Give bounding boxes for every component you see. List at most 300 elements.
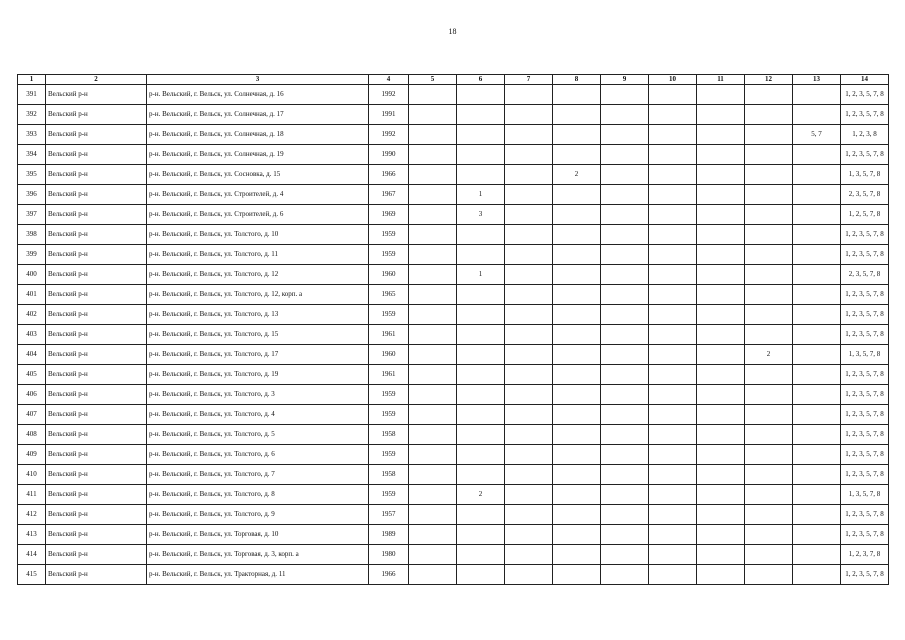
col13-cell: [793, 365, 841, 385]
year-cell: 1959: [369, 385, 409, 405]
col7-cell: [505, 545, 553, 565]
col11-cell: [697, 425, 745, 445]
column-header: 8: [553, 75, 601, 85]
col14-cell: 1, 2, 3, 5, 7, 8: [841, 285, 889, 305]
col5-cell: [409, 325, 457, 345]
col14-cell: 1, 2, 3, 5, 7, 8: [841, 525, 889, 545]
row-number: 408: [18, 425, 46, 445]
col13-cell: [793, 185, 841, 205]
address-cell: р-н. Вельский, г. Вельск, ул. Толстого, д. 17: [147, 345, 369, 365]
col14-cell: 1, 2, 3, 5, 7, 8: [841, 105, 889, 125]
col7-cell: [505, 225, 553, 245]
col6-cell: [457, 445, 505, 465]
col5-cell: [409, 105, 457, 125]
col6-cell: [457, 145, 505, 165]
col12-cell: [745, 505, 793, 525]
col6-cell: [457, 85, 505, 105]
col12-cell: 2: [745, 345, 793, 365]
address-cell: р-н. Вельский, г. Вельск, ул. Сосновка, д. 15: [147, 165, 369, 185]
col7-cell: [505, 305, 553, 325]
district-cell: Вельский р-н: [46, 365, 147, 385]
col11-cell: [697, 505, 745, 525]
col12-cell: [745, 245, 793, 265]
col8-cell: [553, 285, 601, 305]
col10-cell: [649, 545, 697, 565]
col5-cell: [409, 305, 457, 325]
year-cell: 1959: [369, 245, 409, 265]
col11-cell: [697, 325, 745, 345]
col13-cell: [793, 565, 841, 585]
col8-cell: [553, 265, 601, 285]
district-cell: Вельский р-н: [46, 345, 147, 365]
table-row: [18, 145, 889, 165]
col14-cell: 1, 2, 3, 5, 7, 8: [841, 225, 889, 245]
col5-cell: [409, 345, 457, 365]
row-number: 402: [18, 305, 46, 325]
col6-cell: [457, 345, 505, 365]
col11-cell: [697, 125, 745, 145]
col8-cell: [553, 85, 601, 105]
column-header: 6: [457, 75, 505, 85]
district-cell: Вельский р-н: [46, 465, 147, 485]
col12-cell: [745, 305, 793, 325]
address-cell: р-н. Вельский, г. Вельск, ул. Толстого, д. 6: [147, 445, 369, 465]
col10-cell: [649, 205, 697, 225]
column-header: 1: [18, 75, 46, 85]
column-header: 3: [147, 75, 369, 85]
year-cell: 1959: [369, 305, 409, 325]
row-number: 401: [18, 285, 46, 305]
col12-cell: [745, 285, 793, 305]
col9-cell: [601, 565, 649, 585]
col5-cell: [409, 285, 457, 305]
address-cell: р-н. Вельский, г. Вельск, ул. Толстого, д. 12: [147, 265, 369, 285]
col13-cell: [793, 545, 841, 565]
col11-cell: [697, 545, 745, 565]
col8-cell: [553, 505, 601, 525]
row-number: 410: [18, 465, 46, 485]
year-cell: 1967: [369, 185, 409, 205]
col10-cell: [649, 485, 697, 505]
address-cell: р-н. Вельский, г. Вельск, ул. Торговая, д. 3, корп. а: [147, 545, 369, 565]
col13-cell: 5, 7: [793, 125, 841, 145]
col6-cell: 1: [457, 265, 505, 285]
address-cell: р-н. Вельский, г. Вельск, ул. Толстого, д. 10: [147, 225, 369, 245]
col14-cell: 1, 2, 3, 5, 7, 8: [841, 365, 889, 385]
table-row: [18, 225, 889, 245]
year-cell: 1960: [369, 265, 409, 285]
table-row: [18, 285, 889, 305]
year-cell: 1965: [369, 285, 409, 305]
col12-cell: [745, 405, 793, 425]
col6-cell: [457, 505, 505, 525]
col8-cell: [553, 325, 601, 345]
col11-cell: [697, 185, 745, 205]
year-cell: 1958: [369, 425, 409, 445]
year-cell: 1959: [369, 225, 409, 245]
col14-cell: 1, 2, 3, 5, 7, 8: [841, 85, 889, 105]
district-cell: Вельский р-н: [46, 205, 147, 225]
col9-cell: [601, 125, 649, 145]
row-number: 399: [18, 245, 46, 265]
column-header: 11: [697, 75, 745, 85]
col11-cell: [697, 265, 745, 285]
row-number: 403: [18, 325, 46, 345]
district-cell: Вельский р-н: [46, 485, 147, 505]
page-number: 18: [448, 27, 457, 36]
table-row: [18, 125, 889, 145]
col7-cell: [505, 365, 553, 385]
col11-cell: [697, 165, 745, 185]
col5-cell: [409, 265, 457, 285]
address-cell: р-н. Вельский, г. Вельск, ул. Толстого, д. 3: [147, 385, 369, 405]
table-body: [18, 85, 889, 585]
col9-cell: [601, 105, 649, 125]
col11-cell: [697, 485, 745, 505]
col9-cell: [601, 525, 649, 545]
col7-cell: [505, 345, 553, 365]
column-header: 10: [649, 75, 697, 85]
year-cell: 1966: [369, 565, 409, 585]
col9-cell: [601, 545, 649, 565]
col14-cell: 1, 2, 3, 7, 8: [841, 545, 889, 565]
district-cell: Вельский р-н: [46, 285, 147, 305]
col10-cell: [649, 185, 697, 205]
row-number: 412: [18, 505, 46, 525]
district-cell: Вельский р-н: [46, 405, 147, 425]
row-number: 413: [18, 525, 46, 545]
col11-cell: [697, 245, 745, 265]
col7-cell: [505, 385, 553, 405]
col14-cell: 2, 3, 5, 7, 8: [841, 185, 889, 205]
column-header: 5: [409, 75, 457, 85]
district-cell: Вельский р-н: [46, 265, 147, 285]
col6-cell: [457, 305, 505, 325]
col10-cell: [649, 565, 697, 585]
col13-cell: [793, 145, 841, 165]
table-row: [18, 465, 889, 485]
table-row: [18, 485, 889, 505]
col6-cell: [457, 325, 505, 345]
address-cell: р-н. Вельский, г. Вельск, ул. Торговая, д. 10: [147, 525, 369, 545]
table-row: [18, 525, 889, 545]
year-cell: 1959: [369, 485, 409, 505]
table-row: [18, 345, 889, 365]
table-row: [18, 365, 889, 385]
year-cell: 1957: [369, 505, 409, 525]
column-header: 13: [793, 75, 841, 85]
column-header: 14: [841, 75, 889, 85]
col9-cell: [601, 485, 649, 505]
col6-cell: [457, 425, 505, 445]
col10-cell: [649, 465, 697, 485]
col10-cell: [649, 445, 697, 465]
col5-cell: [409, 445, 457, 465]
row-number: 400: [18, 265, 46, 285]
col7-cell: [505, 445, 553, 465]
year-cell: 1961: [369, 325, 409, 345]
row-number: 409: [18, 445, 46, 465]
col9-cell: [601, 145, 649, 165]
col14-cell: 1, 2, 3, 5, 7, 8: [841, 245, 889, 265]
col14-cell: 1, 2, 5, 7, 8: [841, 205, 889, 225]
address-cell: р-н. Вельский, г. Вельск, ул. Строителей, д. 6: [147, 205, 369, 225]
district-cell: Вельский р-н: [46, 165, 147, 185]
table-row: [18, 505, 889, 525]
row-number: 407: [18, 405, 46, 425]
col9-cell: [601, 505, 649, 525]
district-cell: Вельский р-н: [46, 445, 147, 465]
col12-cell: [745, 325, 793, 345]
column-header: 12: [745, 75, 793, 85]
col9-cell: [601, 385, 649, 405]
district-cell: Вельский р-н: [46, 125, 147, 145]
col6-cell: [457, 565, 505, 585]
col5-cell: [409, 365, 457, 385]
district-cell: Вельский р-н: [46, 185, 147, 205]
year-cell: 1959: [369, 445, 409, 465]
col11-cell: [697, 85, 745, 105]
col12-cell: [745, 165, 793, 185]
col7-cell: [505, 565, 553, 585]
col13-cell: [793, 105, 841, 125]
col10-cell: [649, 385, 697, 405]
address-cell: р-н. Вельский, г. Вельск, ул. Тракторная, д. 11: [147, 565, 369, 585]
address-cell: р-н. Вельский, г. Вельск, ул. Солнечная, д. 17: [147, 105, 369, 125]
col14-cell: 1, 3, 5, 7, 8: [841, 165, 889, 185]
col13-cell: [793, 225, 841, 245]
col5-cell: [409, 385, 457, 405]
col13-cell: [793, 245, 841, 265]
col8-cell: [553, 545, 601, 565]
column-header: 7: [505, 75, 553, 85]
district-cell: Вельский р-н: [46, 245, 147, 265]
col14-cell: 1, 2, 3, 5, 7, 8: [841, 425, 889, 445]
col13-cell: [793, 425, 841, 445]
col5-cell: [409, 205, 457, 225]
column-header: 4: [369, 75, 409, 85]
col8-cell: [553, 565, 601, 585]
col7-cell: [505, 125, 553, 145]
col13-cell: [793, 385, 841, 405]
col14-cell: 1, 2, 3, 5, 7, 8: [841, 405, 889, 425]
district-cell: Вельский р-н: [46, 385, 147, 405]
col5-cell: [409, 245, 457, 265]
table-row: [18, 245, 889, 265]
col6-cell: [457, 465, 505, 485]
row-number: 405: [18, 365, 46, 385]
row-number: 394: [18, 145, 46, 165]
table-row: [18, 305, 889, 325]
col6-cell: 3: [457, 205, 505, 225]
col13-cell: [793, 445, 841, 465]
col5-cell: [409, 545, 457, 565]
col6-cell: [457, 245, 505, 265]
address-cell: р-н. Вельский, г. Вельск, ул. Толстого, д. 4: [147, 405, 369, 425]
col12-cell: [745, 145, 793, 165]
district-cell: Вельский р-н: [46, 85, 147, 105]
col8-cell: [553, 305, 601, 325]
col8-cell: [553, 185, 601, 205]
row-number: 396: [18, 185, 46, 205]
year-cell: 1992: [369, 125, 409, 145]
col8-cell: [553, 145, 601, 165]
table-row: [18, 385, 889, 405]
col14-cell: 1, 3, 5, 7, 8: [841, 345, 889, 365]
col5-cell: [409, 225, 457, 245]
col7-cell: [505, 245, 553, 265]
col6-cell: 1: [457, 185, 505, 205]
table-row: [18, 265, 889, 285]
col12-cell: [745, 525, 793, 545]
row-number: 404: [18, 345, 46, 365]
column-header: 9: [601, 75, 649, 85]
row-number: 398: [18, 225, 46, 245]
col13-cell: [793, 485, 841, 505]
col12-cell: [745, 565, 793, 585]
col9-cell: [601, 225, 649, 245]
col10-cell: [649, 105, 697, 125]
col8-cell: [553, 465, 601, 485]
col10-cell: [649, 125, 697, 145]
address-cell: р-н. Вельский, г. Вельск, ул. Толстого, д. 9: [147, 505, 369, 525]
col9-cell: [601, 245, 649, 265]
district-cell: Вельский р-н: [46, 225, 147, 245]
col7-cell: [505, 205, 553, 225]
col10-cell: [649, 285, 697, 305]
col8-cell: [553, 405, 601, 425]
col11-cell: [697, 445, 745, 465]
col9-cell: [601, 185, 649, 205]
col6-cell: [457, 165, 505, 185]
col12-cell: [745, 185, 793, 205]
table-row: [18, 205, 889, 225]
year-cell: 1966: [369, 165, 409, 185]
col10-cell: [649, 165, 697, 185]
col11-cell: [697, 305, 745, 325]
buildings-table: [17, 74, 889, 585]
address-cell: р-н. Вельский, г. Вельск, ул. Толстого, д. 5: [147, 425, 369, 445]
table-row: [18, 185, 889, 205]
table-row: [18, 565, 889, 585]
col7-cell: [505, 485, 553, 505]
year-cell: 1960: [369, 345, 409, 365]
col5-cell: [409, 505, 457, 525]
col8-cell: [553, 345, 601, 365]
col14-cell: 1, 2, 3, 5, 7, 8: [841, 505, 889, 525]
year-cell: 1990: [369, 145, 409, 165]
table-row: [18, 325, 889, 345]
col9-cell: [601, 405, 649, 425]
col12-cell: [745, 365, 793, 385]
col5-cell: [409, 125, 457, 145]
col11-cell: [697, 365, 745, 385]
col11-cell: [697, 345, 745, 365]
col14-cell: 1, 2, 3, 5, 7, 8: [841, 325, 889, 345]
col7-cell: [505, 505, 553, 525]
district-cell: Вельский р-н: [46, 505, 147, 525]
year-cell: 1991: [369, 105, 409, 125]
col10-cell: [649, 325, 697, 345]
year-cell: 1969: [369, 205, 409, 225]
header-row: [18, 75, 889, 85]
row-number: 395: [18, 165, 46, 185]
col13-cell: [793, 165, 841, 185]
col9-cell: [601, 465, 649, 485]
col9-cell: [601, 445, 649, 465]
col7-cell: [505, 525, 553, 545]
col7-cell: [505, 285, 553, 305]
district-cell: Вельский р-н: [46, 325, 147, 345]
col7-cell: [505, 425, 553, 445]
col12-cell: [745, 485, 793, 505]
col9-cell: [601, 265, 649, 285]
year-cell: 1961: [369, 365, 409, 385]
address-cell: р-н. Вельский, г. Вельск, ул. Солнечная, д. 19: [147, 145, 369, 165]
col12-cell: [745, 125, 793, 145]
col14-cell: 1, 2, 3, 5, 7, 8: [841, 465, 889, 485]
col5-cell: [409, 85, 457, 105]
table-row: [18, 85, 889, 105]
col14-cell: 1, 2, 3, 5, 7, 8: [841, 305, 889, 325]
col7-cell: [505, 165, 553, 185]
address-cell: р-н. Вельский, г. Вельск, ул. Толстого, д. 11: [147, 245, 369, 265]
col10-cell: [649, 265, 697, 285]
year-cell: 1980: [369, 545, 409, 565]
district-cell: Вельский р-н: [46, 145, 147, 165]
col9-cell: [601, 305, 649, 325]
row-number: 411: [18, 485, 46, 505]
col9-cell: [601, 325, 649, 345]
col8-cell: [553, 385, 601, 405]
address-cell: р-н. Вельский, г. Вельск, ул. Толстого, д. 15: [147, 325, 369, 345]
col6-cell: [457, 385, 505, 405]
year-cell: 1959: [369, 405, 409, 425]
col11-cell: [697, 385, 745, 405]
col14-cell: 1, 3, 5, 7, 8: [841, 485, 889, 505]
col10-cell: [649, 85, 697, 105]
col11-cell: [697, 285, 745, 305]
col13-cell: [793, 205, 841, 225]
col5-cell: [409, 425, 457, 445]
address-cell: р-н. Вельский, г. Вельск, ул. Толстого, д. 13: [147, 305, 369, 325]
row-number: 392: [18, 105, 46, 125]
col5-cell: [409, 485, 457, 505]
col9-cell: [601, 345, 649, 365]
row-number: 415: [18, 565, 46, 585]
address-cell: р-н. Вельский, г. Вельск, ул. Толстого, д. 19: [147, 365, 369, 385]
col14-cell: 1, 2, 3, 5, 7, 8: [841, 385, 889, 405]
col10-cell: [649, 305, 697, 325]
col14-cell: 2, 3, 5, 7, 8: [841, 265, 889, 285]
col7-cell: [505, 185, 553, 205]
col5-cell: [409, 145, 457, 165]
address-cell: р-н. Вельский, г. Вельск, ул. Строителей, д. 4: [147, 185, 369, 205]
col12-cell: [745, 465, 793, 485]
col5-cell: [409, 165, 457, 185]
col5-cell: [409, 405, 457, 425]
col12-cell: [745, 225, 793, 245]
col6-cell: [457, 285, 505, 305]
col8-cell: [553, 205, 601, 225]
address-cell: р-н. Вельский, г. Вельск, ул. Толстого, д. 7: [147, 465, 369, 485]
district-cell: Вельский р-н: [46, 565, 147, 585]
col10-cell: [649, 145, 697, 165]
col13-cell: [793, 325, 841, 345]
address-cell: р-н. Вельский, г. Вельск, ул. Толстого, д. 8: [147, 485, 369, 505]
col10-cell: [649, 245, 697, 265]
col12-cell: [745, 445, 793, 465]
